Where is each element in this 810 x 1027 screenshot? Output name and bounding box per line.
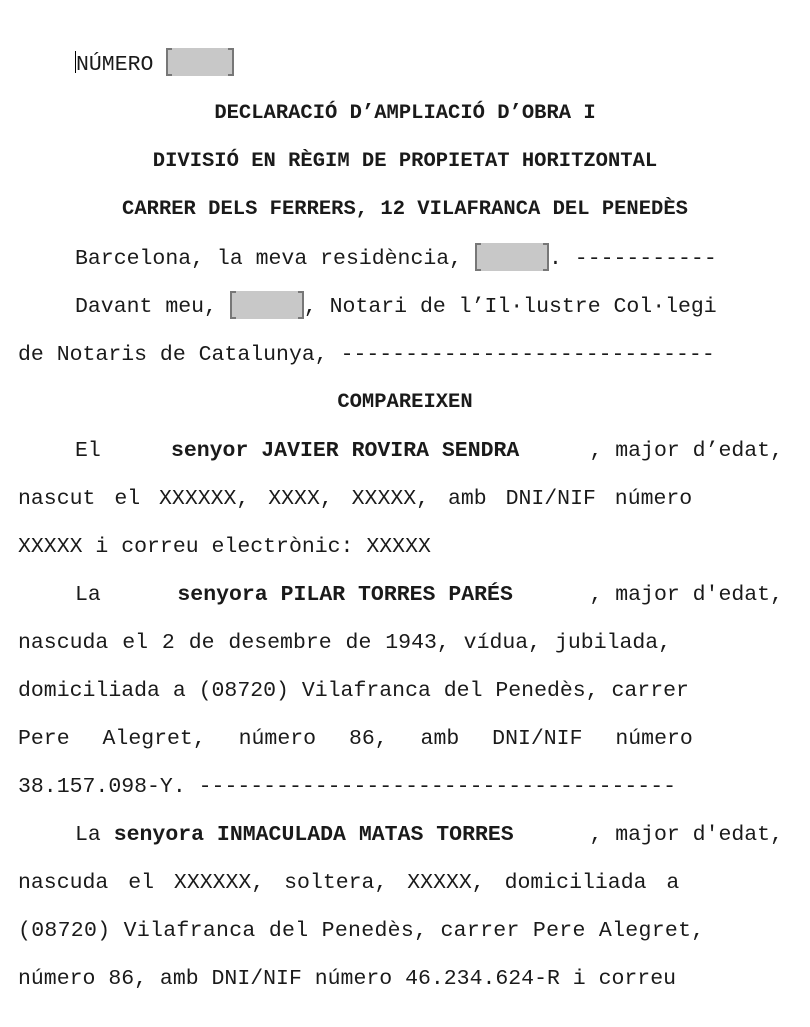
college-dashes: ----------------------------- (340, 343, 715, 367)
text-cursor (75, 51, 76, 73)
residence-text: Barcelona, la meva residència, (75, 247, 463, 271)
p2-line-1 (75, 571, 783, 619)
p1-rest: , major d’edat, (589, 439, 783, 463)
notary-line (75, 283, 783, 331)
p2-rest: , major d'edat, (589, 583, 783, 607)
college-text: de Notaris de Catalunya, (18, 343, 328, 367)
section-heading: COMPAREIXEN (337, 391, 473, 414)
title-line-2: DIVISIÓ EN RÈGIM DE PROPIETAT HORITZONTAL (152, 150, 658, 173)
numero-label: NÚMERO (76, 53, 154, 77)
p2-line-3: domiciliada a (08720) Vilafranca del Penedès, carrer (18, 679, 689, 703)
p3-name: senyora INMACULADA MATAS TORRES (113, 823, 514, 847)
p2-article: La (75, 583, 101, 607)
residence-dashes: ----------- (574, 247, 717, 271)
p1-line-2: nascut el XXXXXX, XXXX, XXXXX, amb DNI/NIF número (18, 487, 693, 511)
p3-line-3: (08720) Vilafranca del Penedès, carrer Pere Alegret, (18, 919, 705, 943)
college-line (18, 331, 783, 379)
p2-line-2: nascuda el 2 de desembre de 1943, vídua, jubilada, (18, 631, 672, 655)
p1-article: El (75, 439, 101, 463)
p3-line-2: nascuda el XXXXXX, soltera, XXXXX, domiciliada a (18, 871, 680, 895)
notary-prefix: Davant meu, (75, 295, 217, 319)
numero-line (75, 41, 783, 89)
p3-line-1 (75, 811, 783, 859)
residence-date-field[interactable] (475, 243, 549, 271)
notary-name-field[interactable] (230, 291, 304, 319)
p2-line-5 (18, 763, 783, 811)
p1-line-1 (75, 427, 783, 475)
p2-line-4: Pere Alegret, número 86, amb DNI/NIF número (18, 727, 693, 751)
residence-period: . (548, 247, 562, 271)
p2-name: senyora PILAR TORRES PARÉS (177, 583, 513, 607)
numero-field[interactable] (166, 48, 234, 76)
notary-suffix: , Notari de l’Il·lustre Col·legi (303, 295, 717, 319)
p3-rest: , major d'edat, (589, 823, 783, 847)
p3-line-4: número 86, amb DNI/NIF número 46.234.624-R i correu (18, 967, 677, 991)
p1-name: senyor JAVIER ROVIRA SENDRA (170, 439, 520, 463)
p3-article: La (75, 823, 101, 847)
p1-line-3: XXXXX i correu electrònic: XXXXX (18, 535, 431, 559)
p2-dashes: ------------------------------------- (198, 775, 677, 799)
residence-line (75, 235, 783, 283)
title-line-1: DECLARACIÓ D’AMPLIACIÓ D’OBRA I (214, 102, 596, 125)
p2-id-text: 38.157.098-Y. (18, 775, 186, 799)
title-line-3: CARRER DELS FERRERS, 12 VILAFRANCA DEL PENEDÈS (122, 198, 688, 221)
